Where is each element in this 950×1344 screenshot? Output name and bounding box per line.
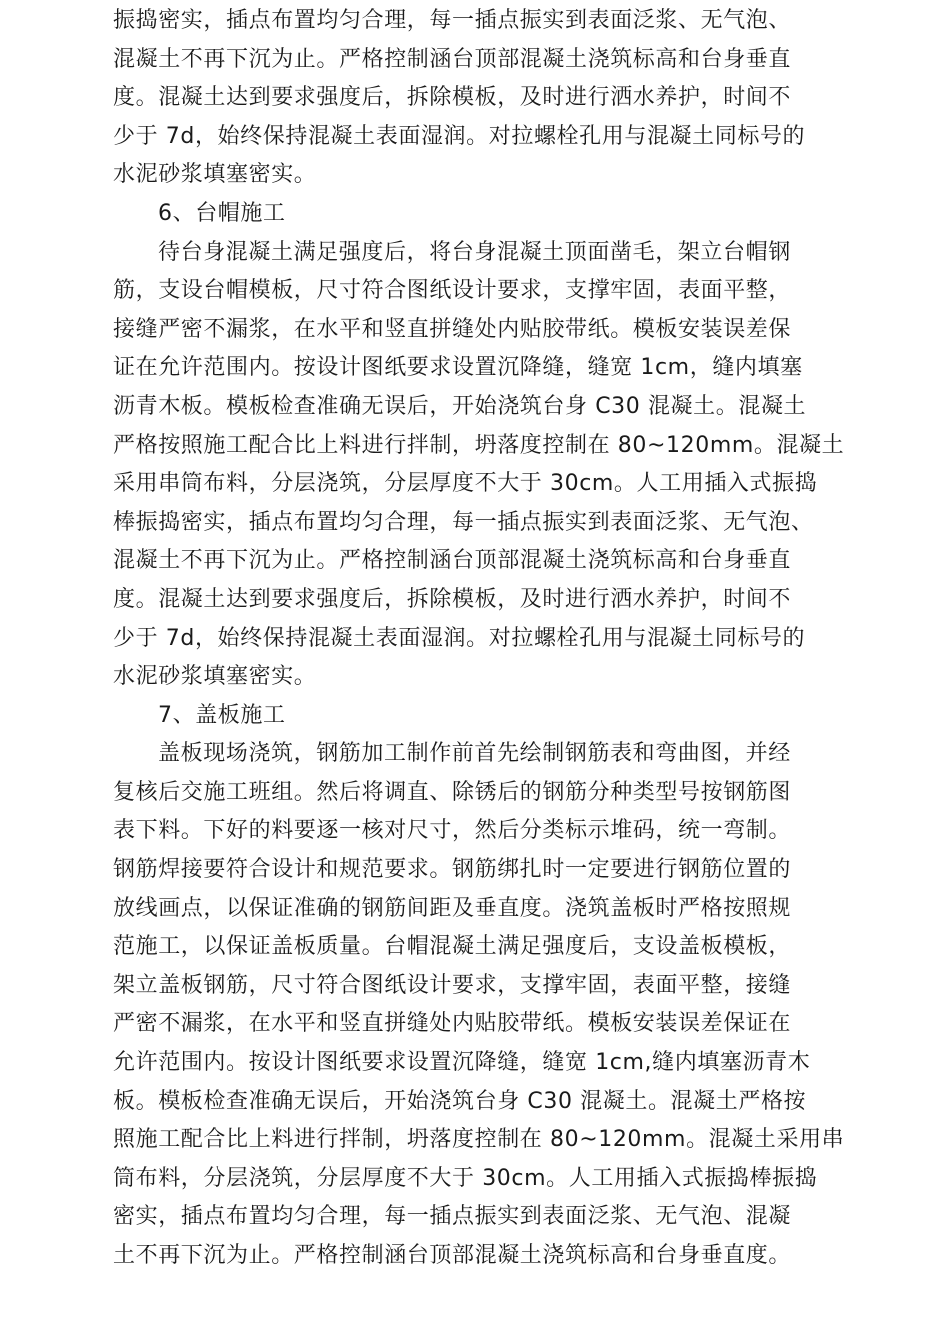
text-line: 混凝土不再下沉为止。严格控制涵台顶部混凝土浇筑标高和台身垂直 bbox=[113, 46, 792, 72]
text-line: 度。混凝土达到要求强度后，拆除模板，及时进行洒水养护，时间不 bbox=[113, 586, 792, 612]
text-line: 少于 7d，始终保持混凝土表面湿润。对拉螺栓孔用与混凝土同标号的 bbox=[113, 123, 806, 149]
text-line: 复核后交施工班组。然后将调直、除锈后的钢筋分种类型号按钢筋图 bbox=[113, 779, 792, 805]
text-line: 度。混凝土达到要求强度后，拆除模板，及时进行洒水养护，时间不 bbox=[113, 85, 792, 111]
text-line: 少于 7d，始终保持混凝土表面湿润。对拉螺栓孔用与混凝土同标号的 bbox=[113, 625, 806, 651]
text-line: 接缝严密不漏浆，在水平和竖直拼缝处内贴胶带纸。模板安装误差保 bbox=[113, 316, 792, 342]
text-line: 架立盖板钢筋，尺寸符合图纸设计要求，支撑牢固，表面平整，接缝 bbox=[113, 972, 792, 998]
text-line: 筋，支设台帽模板，尺寸符合图纸设计要求，支撑牢固，表面平整， bbox=[113, 278, 792, 304]
text-line: 严格按照施工配合比上料进行拌制，坍落度控制在 80~120mm。混凝土 bbox=[113, 432, 845, 458]
text-line: 盖板现场浇筑，钢筋加工制作前首先绘制钢筋表和弯曲图，并经 bbox=[158, 741, 791, 767]
text-line: 放线画点，以保证准确的钢筋间距及垂直度。浇筑盖板时严格按照规 bbox=[113, 895, 792, 921]
text-line: 沥青木板。模板检查准确无误后，开始浇筑台身 C30 混凝土。混凝土 bbox=[113, 393, 807, 419]
text-line: 范施工，以保证盖板质量。台帽混凝土满足强度后，支设盖板模板， bbox=[113, 934, 792, 960]
text-line: 表下料。下好的料要逐一核对尺寸，然后分类标示堆码，统一弯制。 bbox=[113, 818, 792, 844]
text-line: 振捣密实，插点布置均匀合理，每一插点振实到表面泛浆、无气泡、 bbox=[113, 8, 792, 33]
text-line: 筒布料，分层浇筑，分层厚度不大于 30cm。人工用插入式振捣棒振捣 bbox=[113, 1165, 818, 1191]
body-text bbox=[113, 2, 853, 1276]
text-line: 水泥砂浆填塞密实。 bbox=[113, 162, 317, 188]
text-line: 钢筋焊接要符合设计和规范要求。钢筋绑扎时一定要进行钢筋位置的 bbox=[113, 857, 792, 883]
text-line: 允许范围内。按设计图纸要求设置沉降缝，缝宽 1cm,缝内填塞沥青木 bbox=[113, 1050, 811, 1076]
section-heading-6: 6、台帽施工 bbox=[158, 200, 286, 226]
text-line: 水泥砂浆填塞密实。 bbox=[113, 664, 317, 690]
text-line: 土不再下沉为止。严格控制涵台顶部混凝土浇筑标高和台身垂直度。 bbox=[113, 1243, 792, 1268]
text-line: 严密不漏浆，在水平和竖直拼缝处内贴胶带纸。模板安装误差保证在 bbox=[113, 1011, 792, 1037]
text-line: 证在允许范围内。按设计图纸要求设置沉降缝，缝宽 1cm，缝内填塞 bbox=[113, 355, 803, 381]
text-line: 照施工配合比上料进行拌制，坍落度控制在 80~120mm。混凝土采用串 bbox=[113, 1127, 845, 1153]
section-heading-7: 7、盖板施工 bbox=[158, 702, 286, 728]
text-line: 采用串筒布料，分层浇筑，分层厚度不大于 30cm。人工用插入式振捣 bbox=[113, 471, 818, 497]
text-line: 待台身混凝土满足强度后，将台身混凝土顶面凿毛，架立台帽钢 bbox=[158, 239, 791, 265]
text-line: 密实，插点布置均匀合理，每一插点振实到表面泛浆、无气泡、混凝 bbox=[113, 1204, 792, 1230]
text-line: 混凝土不再下沉为止。严格控制涵台顶部混凝土浇筑标高和台身垂直 bbox=[113, 548, 792, 574]
text-line: 棒振捣密实，插点布置均匀合理，每一插点振实到表面泛浆、无气泡、 bbox=[113, 509, 814, 535]
text-line: 板。模板检查准确无误后，开始浇筑台身 C30 混凝土。混凝土严格按 bbox=[113, 1088, 807, 1114]
